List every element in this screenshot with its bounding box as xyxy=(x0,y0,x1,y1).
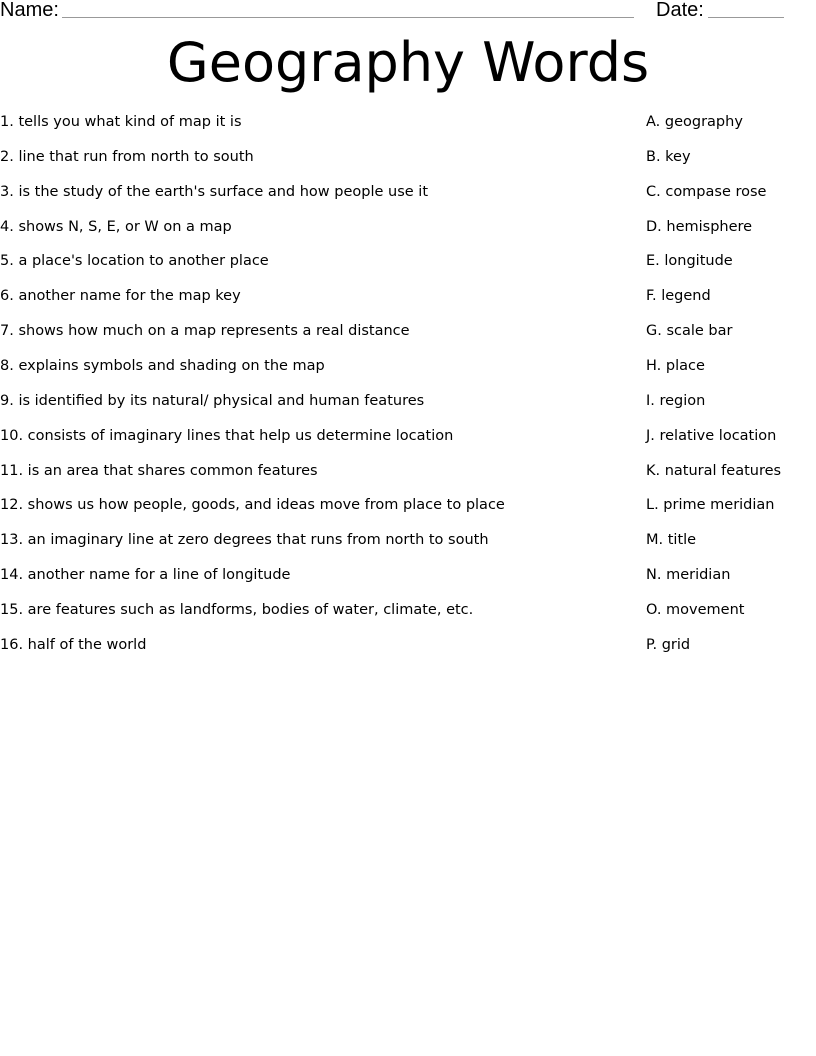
clue-item: 13. an imaginary line at zero degrees that runs from north to south xyxy=(0,532,489,549)
answer-item: O. movement xyxy=(646,601,745,618)
answer-item: E. longitude xyxy=(646,253,733,270)
answer-item: G. scale bar xyxy=(646,323,733,340)
clue-item: 7. shows how much on a map represents a real distance xyxy=(0,323,410,340)
answer-item: P. grid xyxy=(646,636,691,653)
clue-item: 12. shows us how people, goods, and ideas move from place to place xyxy=(0,497,505,514)
date-field-line[interactable] xyxy=(708,17,784,18)
answer-item: B. key xyxy=(646,148,691,165)
answer-item: M. title xyxy=(646,532,697,549)
clue-item: 9. is identified by its natural/ physical and human features xyxy=(0,392,425,409)
clue-item: 1. tells you what kind of map it is xyxy=(0,114,242,130)
answer-item: L. prime meridian xyxy=(646,497,775,514)
clue-item: 8. explains symbols and shading on the map xyxy=(0,357,325,374)
clue-item: 10. consists of imaginary lines that help us determine location xyxy=(0,427,454,444)
name-label: Name: xyxy=(0,0,59,21)
answer-item: D. hemisphere xyxy=(646,218,753,235)
answer-item: C. compase rose xyxy=(646,183,767,200)
clue-item: 15. are features such as landforms, bodies of water, climate, etc. xyxy=(0,601,474,618)
clue-item: 3. is the study of the earth's surface and how people use it xyxy=(0,183,429,200)
clue-item: 16. half of the world xyxy=(0,636,147,653)
answer-item: K. natural features xyxy=(646,462,782,479)
answer-item: A. geography xyxy=(646,114,743,130)
clue-item: 11. is an area that shares common features xyxy=(0,462,318,479)
answer-item: N. meridian xyxy=(646,567,731,584)
clue-item: 14. another name for a line of longitude xyxy=(0,567,291,584)
clue-item: 2. line that run from north to south xyxy=(0,148,254,165)
clue-item: 5. a place's location to another place xyxy=(0,253,269,270)
name-field-line[interactable] xyxy=(62,17,634,18)
clue-item: 4. shows N, S, E, or W on a map xyxy=(0,218,232,235)
answer-item: J. relative location xyxy=(646,427,777,444)
date-label: Date: xyxy=(656,0,704,21)
answer-item: F. legend xyxy=(646,288,711,305)
answer-item: H. place xyxy=(646,357,705,374)
answer-item: I. region xyxy=(646,392,706,409)
clue-item: 6. another name for the map key xyxy=(0,288,241,305)
page-title: Geography Words xyxy=(166,31,650,94)
header xyxy=(0,0,816,24)
